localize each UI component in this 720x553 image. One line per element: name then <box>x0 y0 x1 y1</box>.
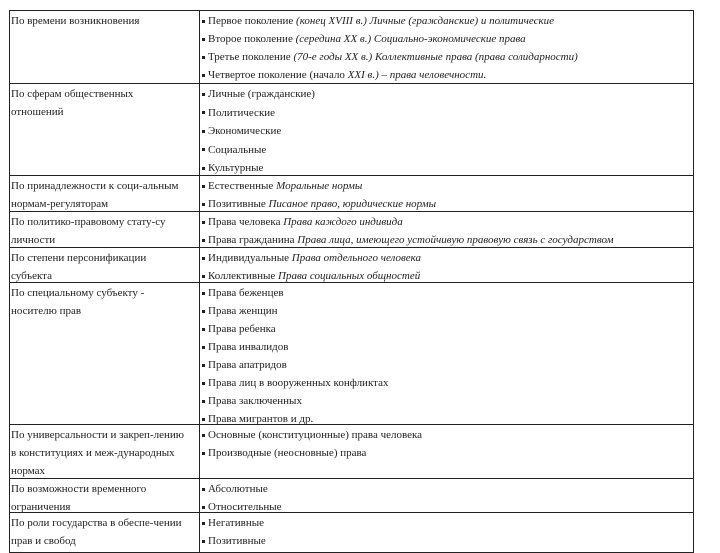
bullet-icon <box>202 506 205 509</box>
criterion-text: По специальному субъекту - <box>11 287 145 299</box>
bullet-icon <box>202 418 205 421</box>
item-text: Основные (конституционные) права человека <box>208 429 423 441</box>
bullet-icon <box>202 488 205 491</box>
item-text: Позитивные <box>208 198 266 210</box>
list-item <box>202 195 693 213</box>
list-item <box>202 392 693 410</box>
table-row <box>10 479 693 513</box>
bullet-icon <box>202 257 205 260</box>
criterion-text: субъекта <box>11 270 53 282</box>
table-row <box>10 84 693 176</box>
item-text: Индивидуальные <box>208 252 289 264</box>
item-text: Социальные <box>208 143 267 156</box>
item-note: Права каждого индивида <box>283 216 403 228</box>
criterion-cell <box>10 248 200 282</box>
item-text: Политические <box>208 106 276 119</box>
bullet-icon <box>202 93 205 96</box>
list-item <box>202 426 693 444</box>
item-text: Личные (гражданские) <box>208 88 315 100</box>
list-item <box>202 66 693 84</box>
list-item <box>202 532 693 550</box>
list-item <box>202 444 693 462</box>
list-item <box>202 320 693 338</box>
criterion-text: По сферам общественных <box>11 88 134 100</box>
table-row <box>10 212 693 248</box>
item-note: Писаное право, юридические нормы <box>268 198 437 210</box>
criterion-cell <box>10 212 200 247</box>
list-item <box>202 514 693 532</box>
criterion-cell <box>10 425 200 478</box>
list-item <box>202 356 693 374</box>
bullet-icon <box>202 452 205 455</box>
list-item <box>202 104 693 123</box>
list-item <box>202 141 693 160</box>
criterion-text: По универсальности и закреп-лению <box>11 429 184 441</box>
list-item <box>202 302 693 320</box>
item-text: Права гражданина <box>208 234 295 246</box>
item-text: Третье поколение <box>208 51 291 63</box>
criterion-cell <box>10 11 200 83</box>
item-text: Права лиц в вооруженных конфликтах <box>208 377 389 389</box>
bullet-icon <box>202 275 205 278</box>
criterion-cell <box>10 283 200 424</box>
bullet-icon <box>202 522 205 525</box>
types-cell <box>200 513 693 552</box>
types-cell <box>200 176 693 211</box>
types-cell <box>200 11 693 83</box>
table-row <box>10 425 693 479</box>
list-item <box>202 159 693 178</box>
bullet-icon <box>202 130 205 133</box>
item-note: (70-е годы XX в.) Коллективные права (права солидарности) <box>293 51 578 63</box>
bullet-icon <box>202 239 205 242</box>
bullet-icon <box>202 221 205 224</box>
bullet-icon <box>202 148 205 151</box>
bullet-icon <box>202 74 205 77</box>
criterion-text: прав и свобод <box>11 535 76 547</box>
criterion-text: По принадлежности к соци-альным <box>11 180 179 192</box>
item-note: (конец XVIII в.) Личные (гражданские) и политические <box>296 15 555 27</box>
list-item <box>202 48 693 66</box>
item-text: Экономические <box>208 125 282 137</box>
criterion-text: в конституциях и меж-дународных <box>11 447 175 459</box>
list-item <box>202 85 693 104</box>
criterion-cell <box>10 479 200 512</box>
criterion-text: ограничения <box>11 501 71 513</box>
list-item <box>202 177 693 195</box>
table-row <box>10 513 693 553</box>
bullet-icon <box>202 38 205 41</box>
item-text: Права мигрантов и др. <box>208 413 314 425</box>
table-row <box>10 176 693 212</box>
bullet-icon <box>202 382 205 385</box>
criterion-text: По времени возникновения <box>11 15 140 27</box>
item-note: XXI в.) – права человечности. <box>347 69 487 81</box>
list-item <box>202 213 693 231</box>
criterion-text: личности <box>11 234 56 246</box>
criterion-text: отношений <box>11 106 64 118</box>
bullet-icon <box>202 20 205 23</box>
bullet-icon <box>202 111 205 114</box>
bullet-icon <box>202 540 205 543</box>
criterion-cell <box>10 84 200 175</box>
list-item <box>202 122 693 141</box>
criterion-text: По политико-правовому стату-су <box>11 216 166 228</box>
types-cell <box>200 479 693 512</box>
item-text: Негативные <box>208 517 264 529</box>
bullet-icon <box>202 328 205 331</box>
bullet-icon <box>202 400 205 403</box>
item-text: Позитивные <box>208 535 266 547</box>
bullet-icon <box>202 185 205 188</box>
item-note: Права социальных общностей <box>278 270 421 282</box>
list-item <box>202 480 693 498</box>
list-item <box>202 284 693 302</box>
item-text: Естественные <box>208 180 274 192</box>
bullet-icon <box>202 364 205 367</box>
item-text: Права женщин <box>208 305 278 317</box>
bullet-icon <box>202 167 205 170</box>
item-text: Производные (неосновные) права <box>208 447 367 459</box>
item-text: Коллективные <box>208 270 276 282</box>
item-text: Относительные <box>208 501 282 513</box>
criterion-text: По возможности временного <box>11 483 147 495</box>
item-note: (середина XX в.) Социально-экономические права <box>295 33 526 45</box>
item-note: Права лица, имеющего устойчивую правовую связь с государством <box>297 234 614 246</box>
list-item <box>202 374 693 392</box>
item-text: Права инвалидов <box>208 341 289 353</box>
item-text: Права беженцев <box>208 287 284 299</box>
table-row <box>10 11 693 84</box>
criterion-text: По степени персонификации <box>11 252 147 264</box>
criterion-cell <box>10 176 200 211</box>
table-row <box>10 283 693 425</box>
criterion-text: нормам-регуляторам <box>11 198 109 210</box>
bullet-icon <box>202 292 205 295</box>
item-text: Права человека <box>208 216 281 228</box>
criterion-text: носителю прав <box>11 305 82 317</box>
list-item <box>202 249 693 267</box>
item-text: Абсолютные <box>208 483 268 495</box>
item-text: Права заключенных <box>208 395 302 407</box>
types-cell <box>200 84 693 175</box>
bullet-icon <box>202 56 205 59</box>
types-cell <box>200 212 693 247</box>
types-cell <box>200 283 693 424</box>
criterion-text: нормах <box>11 465 45 477</box>
bullet-icon <box>202 310 205 313</box>
table-row <box>10 248 693 283</box>
item-text: Четвертое поколение (начало <box>208 69 345 81</box>
list-item <box>202 30 693 48</box>
bullet-icon <box>202 434 205 437</box>
criterion-text: По роли государства в обеспе-чении <box>11 517 182 529</box>
item-text: Второе поколение <box>208 33 293 45</box>
list-item <box>202 338 693 356</box>
list-item <box>202 12 693 30</box>
bullet-icon <box>202 203 205 206</box>
criterion-cell <box>10 513 200 552</box>
list-item <box>202 231 693 249</box>
bullet-icon <box>202 346 205 349</box>
rights-classification-table <box>9 10 694 553</box>
item-text: Права апатридов <box>208 359 287 371</box>
types-cell <box>200 425 693 478</box>
item-note: Моральные нормы <box>276 180 363 192</box>
types-cell <box>200 248 693 282</box>
item-text: Первое поколение <box>208 15 294 27</box>
item-text: Культурные <box>208 162 264 174</box>
item-text: Права ребенка <box>208 323 276 335</box>
item-note: Права отдельного человека <box>291 252 422 264</box>
